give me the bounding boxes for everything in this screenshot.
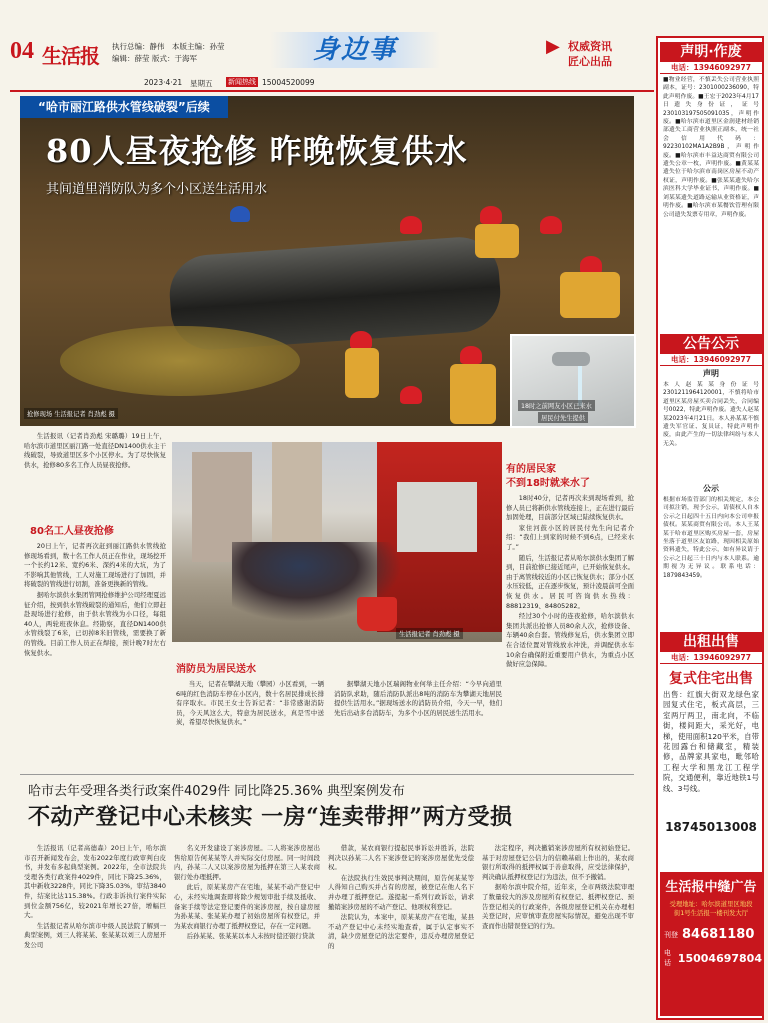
worker-helmet-icon — [400, 216, 422, 234]
editor: 编辑：薛莹 — [112, 54, 150, 63]
brand-label-1: 刊登 — [664, 930, 678, 939]
second-headline: 不动产登记中心未核实 一房“连卖带押”两方受损 — [28, 804, 513, 830]
lead-col-1b — [24, 542, 166, 768]
brand-text-1: 受理地址：哈尔滨道里区地段 — [669, 900, 753, 908]
announce-phone: 电话：13946092977 — [660, 354, 762, 366]
paragraph: 家住河鼓小区的居民付先生向记者介绍：“我们上到家的时候不到6点，已经来水了。” — [506, 523, 634, 551]
brand-box — [660, 872, 762, 1016]
inset-photo — [510, 334, 636, 428]
chief-editor: 本版主编：孙莹 — [172, 42, 225, 51]
second-col-3 — [328, 844, 474, 1016]
notice-title: 声明·作废 — [660, 42, 762, 62]
paragraph: 据攀湖天地小区瑞阁物业何举主任介绍：“今早向道里消防队求助，随后消防队派出8吨的消防车为攀湖天地居民提供生活用水。”据现场送水的消防员介绍，今天一早，他们先后出动多台消防车，为多个小区的居民送生活用水。 — [334, 680, 502, 717]
notice-phone: 电话：13946092977 — [660, 62, 762, 74]
section-title: 身边事 — [312, 35, 397, 65]
street-photo-caption: 生活报记者 肖劲彪 摄 — [396, 628, 463, 639]
public-text: 根据市场监管部门的相关规定，本公司拟注销，现予公示，请债权人自本公示之日起四十五日内向本公司申报债权。某某商贸有限公司。本人王某某于哈市道里区购买房屋一套，房屋坐落于道里区友谊路，现因相关原始资料遗失，特此公示，如有异议请于公示之日起三十日内与本人联系。逾期视为无异议。联系电话：1879843459。 — [663, 497, 759, 579]
announce-title: 公告公示 — [660, 334, 762, 354]
brand-phone-1: 84681180 — [682, 927, 755, 942]
lead-subheadline: 其间道里消防队为多个小区送生活用水 — [46, 182, 268, 197]
worker-body — [345, 348, 379, 398]
brand-text-2: 街1号生活报一楼刊发大厅 — [673, 909, 749, 917]
second-col-1 — [24, 844, 166, 1016]
paragraph: 生活报记者从哈尔滨市中级人民法院了解到一典型案例，刘三人将某某、张某某以刘三人房屋开发公司 — [24, 921, 166, 949]
water-bucket-icon — [357, 597, 397, 631]
street-photo — [172, 442, 502, 642]
lead-subhead-3a: 有的居民家 — [506, 464, 556, 475]
notice-box — [660, 42, 762, 332]
paragraph: 法院认为，本案中，原某某房产在宅地，某县不动产登记中心未经实地查看，属于认定事实不清，缺少房屋登记的法定要件，违反办理房屋登记的 — [328, 913, 474, 950]
lead-col-3 — [506, 494, 634, 768]
inset-caption-1: 18时之前网友小区已来水 — [518, 400, 595, 411]
inset-caption-2: 居民付先生提供 — [538, 412, 588, 423]
faucet-icon — [552, 352, 590, 366]
second-kicker: 哈市去年受理各类行政案件4029件 同比降25.36% 典型案例发布 — [28, 784, 405, 799]
brand-label-2: 电话 — [664, 949, 671, 967]
worker-body — [475, 224, 519, 258]
second-col-2 — [174, 844, 320, 1016]
lead-headline: 80人昼夜抢修 昨晚恢复供水 — [46, 132, 468, 170]
statement-title: 声明 — [703, 369, 719, 378]
worker-helmet-icon — [230, 206, 250, 222]
story-divider — [20, 774, 634, 775]
lead-col-2a — [176, 680, 324, 768]
photo-caption: 抢修现场 生活报记者 肖劲彪 摄 — [24, 408, 118, 419]
worker-helmet-icon — [400, 386, 422, 404]
lead-subhead-3b: 不到18时就来水了 — [506, 478, 590, 489]
ad-phone: 18745013008 — [665, 820, 757, 834]
paragraph: 此后，原某某房产在宅地，某某不动产登记中心，未经实地调查即将除少规划审批手续及抵收、备案手续等法定登记要件的案涉房屋，按自建房屋为孙某某、张某某办理了初始房屋所有权登记，并为某农商银行办理了抵押权登记，存在一定问题。 — [174, 883, 320, 930]
slogan-1: 权威资讯 — [568, 40, 612, 53]
statement-text: 本人赵某某身份证号2301211964120001，不慎将哈市道里区某房屋买卖合同丢失，合同编号0022，特此声明作废。遗失人赵某某2023年4月21日。本人孙某某不慎遗失军官证、复员证，特此声明作废，由此产生的一切法律纠纷与本人无关。 — [663, 382, 759, 447]
worker-body — [450, 364, 496, 424]
worker-helmet-icon — [540, 216, 562, 234]
announce-box — [660, 334, 762, 630]
story-kicker: “哈市丽江路供水管线破裂”后续 — [20, 96, 228, 118]
quote-mark-icon: ▶ — [546, 36, 560, 57]
masthead-divider — [10, 90, 654, 92]
worker-helmet-icon — [480, 206, 502, 224]
lead-subhead-2: 消防员为居民送水 — [176, 664, 256, 675]
page-number: 04 — [10, 38, 34, 64]
weekday: 星期五 — [190, 79, 213, 88]
brand-phone-row-1 — [660, 927, 762, 942]
slogan-2: 匠心出品 — [568, 55, 612, 68]
second-col-4 — [482, 844, 634, 1016]
masthead — [0, 0, 660, 100]
brand-phone-2: 15004697804 — [677, 951, 762, 965]
paragraph: 18时40分，记者再次来到现场看到，抢修人员已将新供水管线连接上，正在进行最后加固处理，目前部分区域已陆续恢复供水。 — [506, 494, 634, 522]
section-banner — [270, 32, 440, 68]
rent-title: 出租出售 — [660, 632, 762, 652]
paragraph: 20日上午，记者再次赶到丽江路供水管线抢修现场看到，数十名工作人员正在作业，现场挖开一个长约12米、宽约6米、深约4米的大坑，为了不影响其他管线，工人对施工现场进行了加固，并将破裂的管线进行切割，准备更换新的管线。 — [24, 542, 166, 589]
paragraph: 后孙某某、张某某以本人未按时偿还银行贷款 — [186, 932, 315, 941]
date: 2023·4·21 — [144, 78, 183, 87]
paragraph: 法定程序，判决撤销案涉房屋所有权初始登记。基于对房屋登记公信力的信赖基础上作出的，某农商银行所取得的抵押权属于善意取得，应受法律保护，判决确认抵押权登记行为违法，但不予撤销。 — [482, 844, 634, 881]
layout-editor: 版式：于海军 — [152, 54, 197, 63]
paragraph: 当天，记者在攀湖天地（攀园）小区看到，一辆6吨的红色消防车停在小区内，数十名居民排成长排有序取水。市民王女士告诉记者：“非常感谢消防员，今天风这么大，特意为居民送水，真是雪中送炭，希望尽快恢复供水。” — [176, 680, 324, 727]
public-title: 公示 — [703, 484, 719, 493]
worker-body — [560, 272, 620, 318]
lead-col-1 — [24, 432, 166, 514]
paragraph: 名义开发建设了案涉房屋。二人将案涉房屋出售给原告何某某等人并实际交付房屋。同一时间段内，孙某二人又以案涉房屋为抵押在第三人某农商银行处办理抵押。 — [174, 844, 320, 881]
brand-title: 生活报中缝广告 — [665, 880, 757, 895]
fire-truck-panel — [397, 482, 477, 552]
ad-title: 复式住宅出售 — [669, 671, 753, 687]
paragraph: 随后，生活报记者从哈尔滨供水集团了解到，目前抢修已接近尾声，已开始恢复供水。由于离管线较近的小区已恢复供水；部分小区水压较低，正在逐步恢复，预计凌晨前可全面恢复供水。居民可咨询供水热线：88812319、84805282。 — [506, 553, 634, 610]
exec-editor: 执行总编：静伟 — [112, 42, 165, 51]
paragraph: 生活报讯（记者高德森）20日上午，哈尔滨市召开新闻发布会，发布2022年度行政审判白皮书，并发布多起典型案例。2022年，全市法院共受理各类行政案件4029件，同比下降25.36%，其中新收3228件，同比下降35.03%，审结3840件，结案比达115.38%。行政非诉执行案件实际到位金额756亿，较2021年增长27倍，增幅巨大。 — [24, 844, 166, 920]
ad-text: 出售：红旗大街双龙绿色家园复式住宅，板式高层，三室两厅两卫，南北向，不临街，楼间距大，采光好，电梯，使用面积120平米，自带花园露台和储藏室，精装修，品牌家具家电，毗邻哈工程大学和黑龙江工程学院，交通便利，靠近地铁1号线、3号线。 — [663, 690, 759, 793]
hotline: 15004520099 — [262, 78, 315, 87]
worker-helmet-icon — [350, 331, 372, 349]
paragraph: 经过30个小时的连夜抢修，哈尔滨供水集团共派出抢修人员80余人次，抢修设备、车辆40余台套。管线修复后，供水集团立即在合适位置对管线放水冲洗，并调配供水车10余台确保附近重要用户供水，为重点小区做好应急保障。 — [506, 612, 634, 669]
brand-phone-row-2 — [660, 948, 762, 968]
water-pool — [60, 326, 300, 396]
paragraph: 借款，某农商银行提起民事诉讼并胜诉，法院判决以孙某二人名下案涉登记的案涉房屋优先受偿权。 — [328, 844, 474, 872]
hotline-label: 新闻热线 — [228, 78, 256, 86]
notice-text: ■物业经营，不慎丢失公司营业执照副本，证号：2301000236090，特此声明作废。■王宏于2023年4月17日遗失身份证，证号230103197505091035，声明作废。■哈尔滨市道里区金润建材经销部遗失工商营业执照正副本，统一社会信用代码：92230102MA1A2B9B，声明作废。■哈尔滨市丰益达商贸有限公司遗失公章一枚，声明作废。■黄某某遗失位于哈尔滨市南岗区房屋不动产权证，声明作废。■张某某遗失哈尔滨医科大学毕业证书，声明作废。■刘某某遗失道路运输从业资格证，声明作废。■哈尔滨市某餐饮管理有限公司遗失发票专用章，声明作废。 — [663, 77, 759, 218]
paper-name: 生活报 — [42, 44, 99, 68]
paragraph: 在法院执行生效民事判决期间，原告何某某等人得知自己购买并占有的房屋，被登记在他人名下并办理了抵押登记。遂提起一系列行政诉讼，请求撤销案涉房屋的不动产登记、他项权利登记。 — [328, 873, 474, 911]
lead-col-2b — [334, 680, 502, 768]
paragraph: 据哈尔滨供水集团管网抢修维护公司经理夏远征介绍，按到供水管线破裂的通知后，他们立即赶赴现场进行抢修，由于供水管线为小口径，每组40人，两轮班夜休息。经勘察，直径DN1400供水管线裂了6米，已切掉8米旧管线，需要换了新的管线。目前工作人员正在焊接，预计晚7时左右恢复供水。 — [24, 590, 166, 657]
rent-box — [660, 632, 762, 854]
paragraph: 生活报讯（记者肖劲彪 宋璐璐）19日上午，哈尔滨市道里区丽江路一处直径DN1400供水主干线破裂，导致道里区多个小区停水。为了尽快恢复供水，抢修80多名工作人员昼夜抢修。 — [24, 432, 166, 469]
paragraph: 据哈尔滨中院介绍，近年来，全市两级法院审理了数量较大的涉及房屋所有权登记、抵押权登记、预告登记相关的行政案件，各级房屋登记机关在办理相关登记时，应审慎审查房屋实际情况，避免出现不审查而作出错误登记的行为。 — [482, 883, 634, 930]
rent-phone: 电话：13946092977 — [660, 652, 762, 664]
lead-subhead-1: 80名工人昼夜抢修 — [30, 526, 114, 537]
worker-helmet-icon — [460, 346, 482, 364]
